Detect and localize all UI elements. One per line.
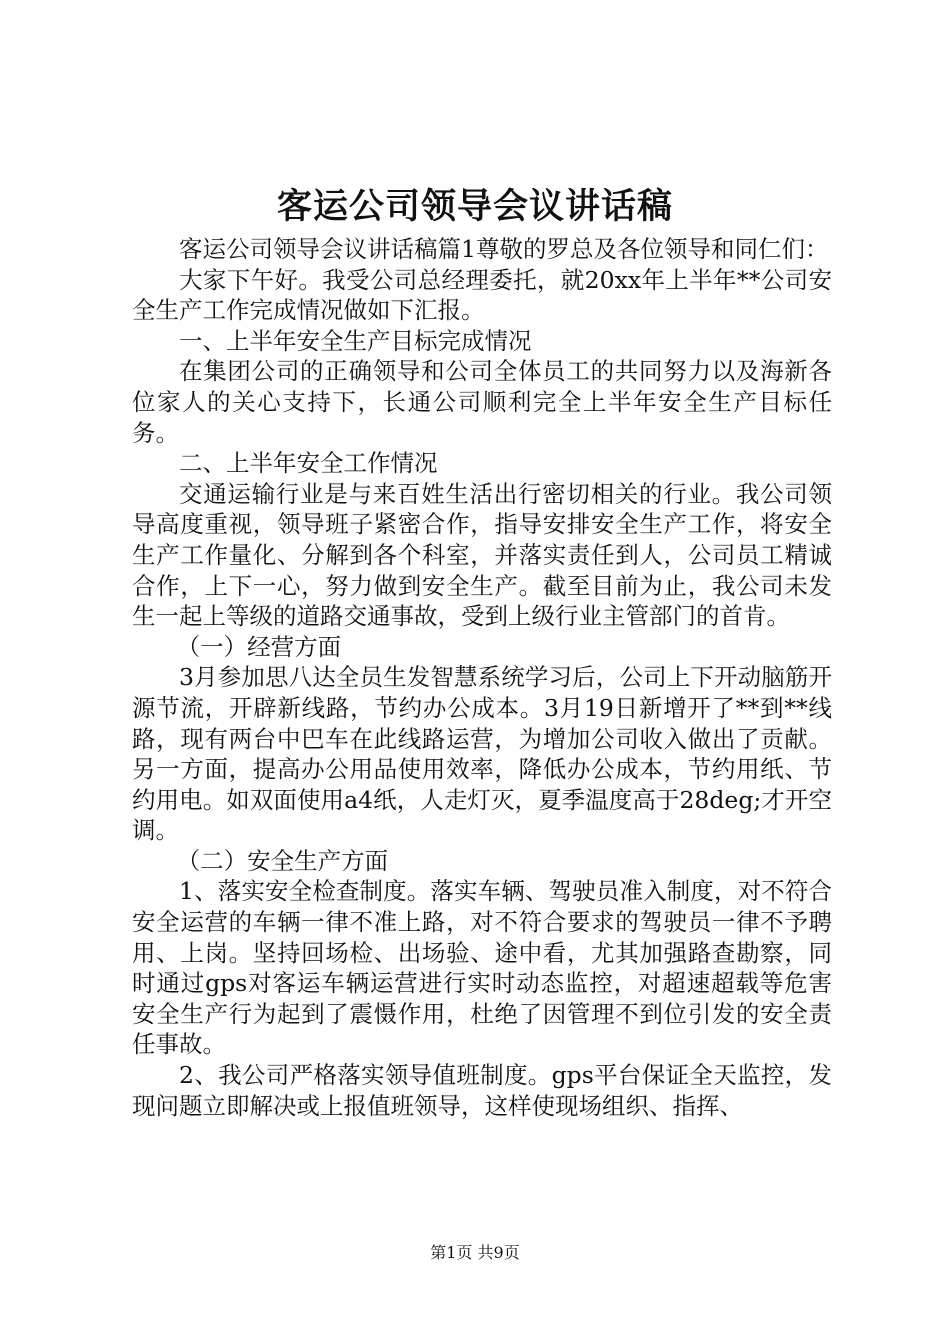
document-body [132,234,832,1121]
paragraph-inspection-system: 1、落实安全检查制度。落实车辆、驾驶员准入制度，对不符合安全运营的车辆一律不准上路，对不符合要求的驾驶员一律不予聘用、上岗。坚持回场检、出场验、途中看，尤其加强路查勘察，同时通过gps对客运车辆运营进行实时动态监控，对超速超载等危害安全生产行为起到了震慑作用，杜绝了因管理不到位引发的安全责任事故。 [132,877,832,1059]
paragraph-goal-completion: 在集团公司的正确领导和公司全体员工的共同努力以及海新各位家人的关心支持下，长通公司顺利完全上半年安全生产目标任务。 [132,357,832,447]
paragraph-safety-overview: 交通运输行业是与来百姓生活出行密切相关的行业。我公司领导高度重视，领导班子紧密合作，指导安排安全生产工作，将安全生产工作量化、分解到各个科室，并落实责任到人，公司员工精诚合作，上下一心，努力做到安全生产。截至目前为止，我公司未发生一起上等级的道路交通事故，受到上级行业主管部门的首肯。 [132,479,832,631]
page-number-footer: 第1页 共9页 [430,1243,520,1262]
paragraph-greeting: 客运公司领导会议讲话稿篇1尊敬的罗总及各位领导和同仁们： [179,235,829,263]
section-heading-2: 二、上半年安全工作情况 [179,449,438,478]
subsection-heading-2: （二）安全生产方面 [176,846,389,875]
subsection-heading-1: （一）经营方面 [176,632,342,661]
paragraph-intro: 大家下午好。我受公司总经理委托，就20xx年上半年**公司安全生产工作完成情况做如下汇报。 [132,265,832,325]
paragraph-operations: 3月参加思八达全员生发智慧系统学习后，公司上下开动脑筋开源节流，开辟新线路，节约办公成本。3月19日新增开了**到**线路，现有两台中巴车在此线路运营，为增加公司收入做出了贡献。另一方面，提高办公用品使用效率，降低办公成本，节约用纸、节约用电。如双面使用a4纸，人走灯灭，夏季温度高于28deg;才开空调。 [132,663,832,845]
document-title: 客运公司领导会议讲话稿 [276,186,673,227]
section-heading-1: 一、上半年安全生产目标完成情况 [179,326,532,355]
paragraph-duty-system: 2、我公司严格落实领导值班制度。gps平台保证全天监控，发现问题立即解决或上报值班领导，这样使现场组织、指挥、 [132,1061,832,1120]
